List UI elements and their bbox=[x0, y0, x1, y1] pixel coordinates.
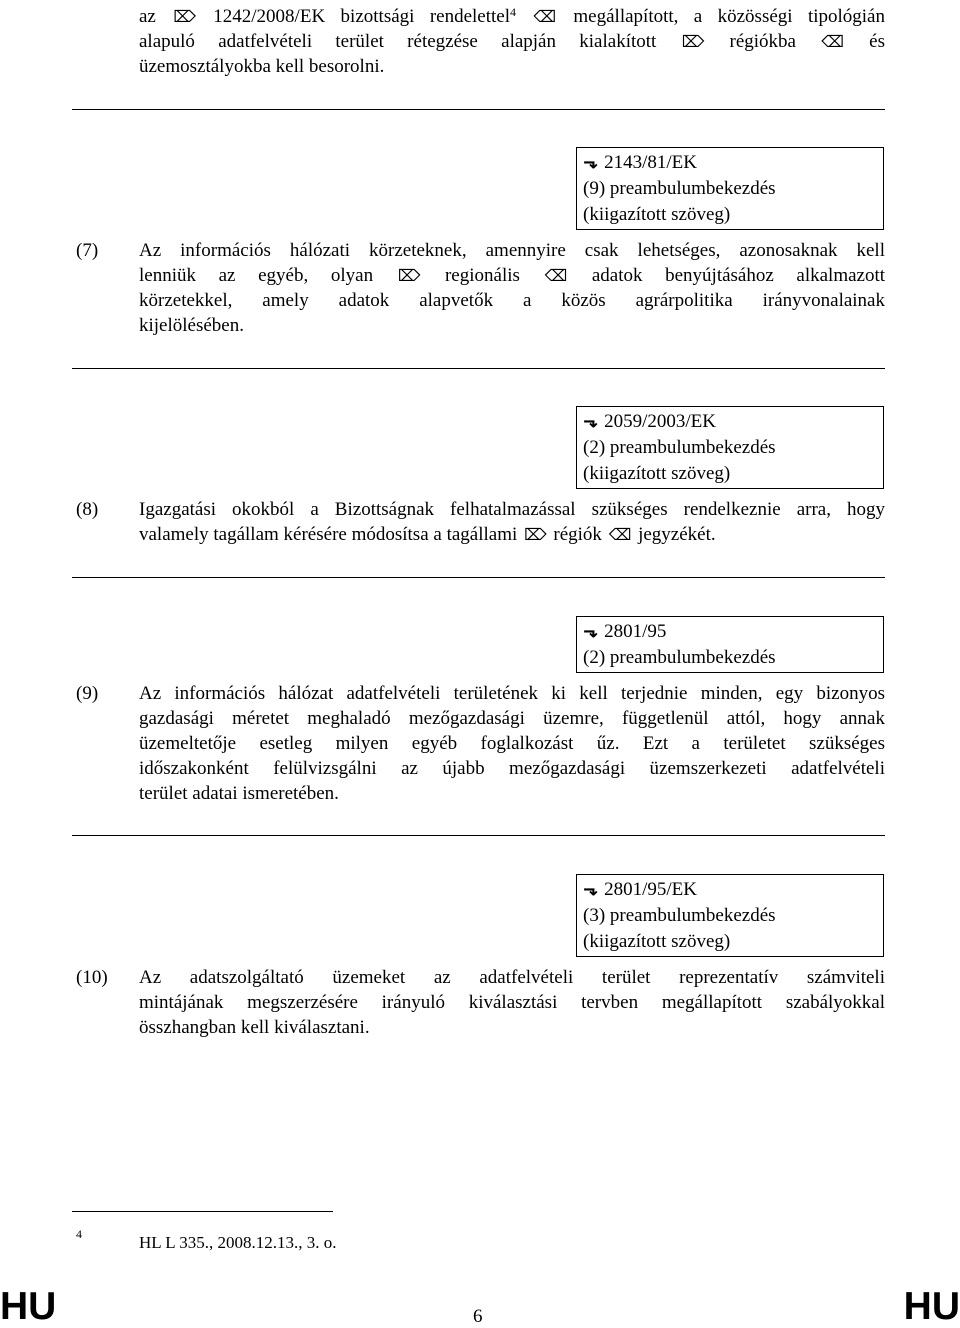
intro-text: alapuló adatfelvételi terület rétegzése alapján kialakított bbox=[139, 31, 657, 52]
intro-paragraph bbox=[139, 4, 885, 79]
section-divider bbox=[72, 835, 885, 836]
language-code-left: HU bbox=[0, 1285, 57, 1328]
source-recital: (3) preambulumbekezdés bbox=[583, 905, 776, 926]
footnote-text: HL L 335., 2008.12.13., 3. o. bbox=[139, 1233, 337, 1252]
recital-10 bbox=[139, 965, 885, 1040]
intro-word-and: és bbox=[869, 31, 885, 52]
section-divider bbox=[72, 109, 885, 110]
recital-line: üzemeltetője esetleg milyen egyéb foglalkozást űz. Ezt a területet szükséges bbox=[139, 733, 885, 754]
insert-marker-icon: ⌦ bbox=[681, 32, 705, 51]
footnote-number: 4 bbox=[76, 1227, 82, 1241]
down-arrow-icon: ⬎ bbox=[583, 152, 599, 173]
recital-word: regionális bbox=[444, 265, 520, 286]
source-act-text: 2059/2003/EK bbox=[604, 411, 716, 432]
section-divider bbox=[72, 368, 885, 369]
source-box bbox=[576, 147, 884, 230]
delete-marker-icon: ⌫ bbox=[533, 7, 557, 26]
recital-number: (8) bbox=[76, 499, 99, 520]
source-act bbox=[583, 409, 877, 435]
recital-word: régiók bbox=[553, 524, 602, 545]
recital-line: kijelölésében. bbox=[139, 315, 244, 336]
source-act-text: 2143/81/EK bbox=[604, 152, 697, 173]
insert-marker-icon: ⌦ bbox=[524, 525, 547, 544]
section-divider bbox=[72, 577, 885, 578]
intro-line-3: üzemosztályokba kell besorolni. bbox=[139, 56, 385, 77]
page-number: 6 bbox=[473, 1306, 483, 1327]
recital-line: Igazgatási okokból a Bizottságnak felhatalmazással szükséges rendelkeznie arra, hogy bbox=[139, 499, 885, 520]
down-arrow-icon: ⬎ bbox=[583, 411, 599, 432]
intro-tail: megállapított, a közösségi tipológián bbox=[573, 6, 885, 27]
recital-9 bbox=[139, 681, 885, 806]
recital-number: (9) bbox=[76, 683, 99, 704]
intro-ref: 1242/2008/EK bizottsági rendelettel bbox=[213, 6, 510, 27]
recital-text: adatok benyújtásához alkalmazott bbox=[591, 265, 886, 286]
source-box bbox=[576, 616, 884, 673]
recital-line: összhangban kell kiválasztani. bbox=[139, 1017, 370, 1038]
intro-word: az bbox=[139, 6, 156, 27]
recital-line: körzetekkel, amely adatok alapvetők a közös agrárpolitika irányvonalainak bbox=[139, 290, 885, 311]
delete-marker-icon: ⌫ bbox=[608, 525, 632, 544]
intro-line-2 bbox=[139, 29, 885, 54]
source-act bbox=[583, 619, 877, 645]
language-code-right: HU bbox=[903, 1285, 960, 1328]
insert-marker-icon: ⌦ bbox=[173, 7, 196, 26]
source-act bbox=[583, 150, 877, 176]
recital-7 bbox=[139, 238, 885, 338]
recital-line: mintájának megszerzésére irányuló kiválasztási tervben megállapított szabályokkal bbox=[139, 992, 885, 1013]
source-box bbox=[576, 874, 884, 957]
down-arrow-icon: ⬎ bbox=[583, 879, 599, 900]
recital-line: gazdasági méretet meghaladó mezőgazdasági üzemre, függetlenül attól, hogy annak bbox=[139, 708, 885, 729]
source-act-text: 2801/95 bbox=[604, 621, 667, 642]
recital-line bbox=[139, 522, 885, 547]
intro-line-1 bbox=[139, 4, 885, 29]
delete-marker-icon: ⌫ bbox=[821, 32, 844, 51]
source-recital: (9) preambulumbekezdés bbox=[583, 178, 776, 199]
recital-line: terület adatai ismeretében. bbox=[139, 783, 339, 804]
source-note: (kiigazított szöveg) bbox=[583, 463, 731, 484]
intro-word-regions: régiókba bbox=[729, 31, 796, 52]
down-arrow-icon: ⬎ bbox=[583, 621, 599, 642]
recital-line bbox=[139, 263, 885, 288]
source-note: (kiigazított szöveg) bbox=[583, 931, 731, 952]
footnote-divider bbox=[72, 1211, 333, 1212]
recital-line: Az adatszolgáltató üzemeket az adatfelvételi terület reprezentatív számviteli bbox=[139, 967, 885, 988]
footnote-ref[interactable]: 4 bbox=[510, 5, 516, 19]
source-recital: (2) preambulumbekezdés bbox=[583, 647, 776, 668]
recital-8 bbox=[139, 497, 885, 547]
recital-text: jegyzékét. bbox=[638, 524, 716, 545]
recital-number: (10) bbox=[76, 967, 108, 988]
source-act-text: 2801/95/EK bbox=[604, 879, 697, 900]
insert-marker-icon: ⌦ bbox=[397, 266, 421, 285]
recital-text: lenniük az egyéb, olyan bbox=[139, 265, 374, 286]
source-note: (kiigazított szöveg) bbox=[583, 204, 731, 225]
source-recital: (2) preambulumbekezdés bbox=[583, 437, 776, 458]
recital-text: valamely tagállam kérésére módosítsa a tagállami bbox=[139, 524, 518, 545]
recital-number: (7) bbox=[76, 240, 99, 261]
source-box bbox=[576, 406, 884, 489]
recital-line: Az információs hálózati körzeteknek, amennyire csak lehetséges, azonosaknak kell bbox=[139, 240, 885, 261]
recital-line: időszakonként felülvizsgálni az újabb mezőgazdasági üzemszerkezeti adatfelvételi bbox=[139, 758, 885, 779]
source-act bbox=[583, 877, 877, 903]
recital-line: Az információs hálózat adatfelvételi területének ki kell terjednie minden, egy bizonyos bbox=[139, 683, 885, 704]
delete-marker-icon: ⌫ bbox=[544, 266, 568, 285]
